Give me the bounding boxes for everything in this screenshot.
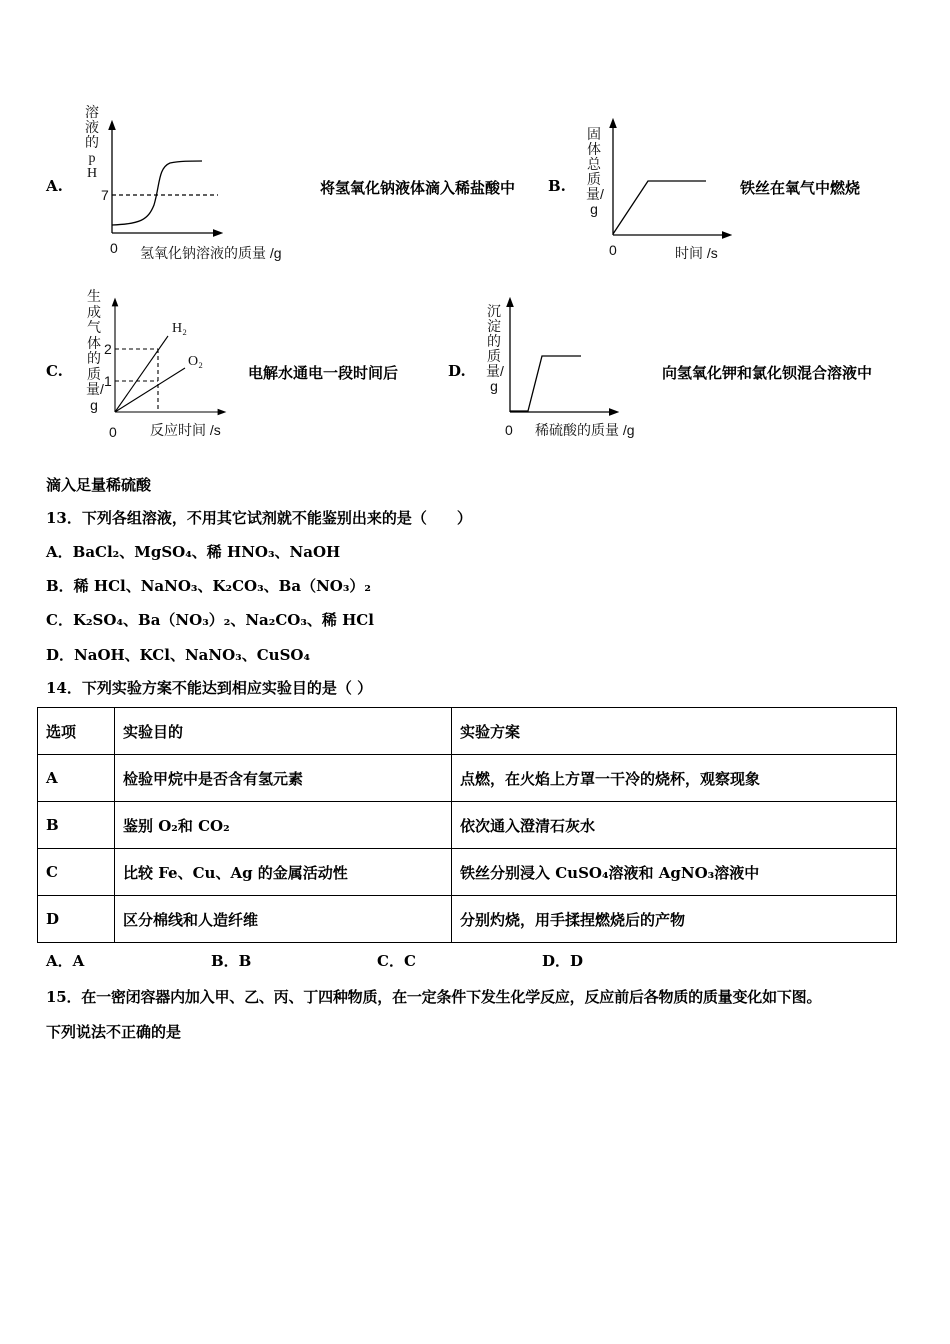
table-cell: 点燃，在火焰上方罩一干冷的烧杯，观察现象 — [452, 755, 897, 802]
table-cell: B — [38, 802, 115, 849]
q14-answer-a: A．A — [46, 952, 85, 970]
table-header: 实验目的 — [115, 708, 452, 755]
table-row — [38, 896, 897, 943]
table-row — [38, 802, 897, 849]
table-cell: A — [38, 755, 115, 802]
graph-d — [510, 302, 614, 412]
graph-c-o2-label: O₂ — [188, 354, 203, 369]
q14-answer-d: D．D — [542, 952, 584, 970]
option-c-description: 电解水通电一段时间后 — [248, 364, 399, 382]
option-d-letter: D. — [448, 362, 466, 380]
q14-answer-c: C．C — [377, 952, 416, 970]
q14-table — [37, 707, 897, 943]
option-b-description: 铁丝在氧气中燃烧 — [740, 179, 861, 197]
graph-c-h2-label: H₂ — [172, 321, 187, 336]
graph-d-xlabel: 稀硫酸的质量 /g — [535, 422, 635, 438]
q14-answer-b: B．B — [211, 952, 252, 970]
q13-option-a: A．BaCl₂、MgSO₄、稀 HNO₃、NaOH — [46, 543, 341, 561]
table-cell: 依次通入澄清石灰水 — [452, 802, 897, 849]
graph-c-origin: 0 — [109, 424, 117, 440]
table-cell: 鉴别 O₂和 CO₂ — [115, 802, 452, 849]
table-header: 实验方案 — [452, 708, 897, 755]
graph-a-xlabel: 氢氧化钠溶液的质量 /g — [140, 245, 282, 261]
option-b-letter: B. — [548, 177, 566, 195]
table-cell: 分别灼烧，用手揉捏燃烧后的产物 — [452, 896, 897, 943]
option-c-letter: C. — [46, 362, 63, 380]
q15-stem-line2: 下列说法不正确的是 — [46, 1023, 182, 1041]
q15-stem-line1: 15．在一密闭容器内加入甲、乙、丙、丁四种物质，在一定条件下发生化学反应，反应前后各物质的质量变化如下图。 — [46, 988, 822, 1006]
graphs-drawing — [0, 0, 950, 460]
graph-b-xlabel: 时间 /s — [675, 245, 718, 261]
q13-stem: 13．下列各组溶液，不用其它试剂就不能鉴别出来的是（ ） — [46, 509, 472, 527]
q13-option-b: B．稀 HCl、NaNO₃、K₂CO₃、Ba（NO₃）₂ — [46, 577, 371, 595]
q13-option-c: C．K₂SO₄、Ba（NO₃）₂、Na₂CO₃、稀 HCl — [46, 611, 374, 629]
table-cell: D — [38, 896, 115, 943]
table-cell: 区分棉线和人造纤维 — [115, 896, 452, 943]
graph-a-tick-7: 7 — [101, 187, 109, 203]
table-row — [38, 849, 897, 896]
table-cell: 检验甲烷中是否含有氢元素 — [115, 755, 452, 802]
option-a-description: 将氢氧化钠液体滴入稀盐酸中 — [320, 179, 516, 197]
graph-d-ylabel: 沉淀的质量/g — [486, 303, 504, 394]
q12-continuation: 滴入足量稀硫酸 — [46, 476, 152, 494]
graph-b-origin: 0 — [609, 242, 617, 258]
table-cell: 比较 Fe、Cu、Ag 的金属活动性 — [115, 849, 452, 896]
graph-a — [112, 125, 218, 233]
table-row — [38, 755, 897, 802]
graph-c-tick-2: 2 — [104, 341, 112, 357]
table-header-row — [38, 708, 897, 755]
graph-c-xlabel: 反应时间 /s — [150, 422, 221, 438]
graph-b — [613, 123, 727, 235]
q14-stem: 14．下列实验方案不能达到相应实验目的是（ ） — [46, 679, 373, 697]
graph-d-origin: 0 — [505, 422, 513, 438]
q13-option-d: D．NaOH、KCl、NaNO₃、CuSO₄ — [46, 646, 311, 664]
graph-b-ylabel: 固体总质量/g — [586, 126, 604, 217]
option-a-letter: A. — [46, 177, 63, 195]
graph-c — [115, 302, 222, 412]
table-cell: C — [38, 849, 115, 896]
graph-a-origin: 0 — [110, 240, 118, 256]
table-cell: 铁丝分别浸入 CuSO₄溶液和 AgNO₃溶液中 — [452, 849, 897, 896]
graph-c-tick-1: 1 — [104, 373, 112, 389]
graph-a-ylabel: 溶液的pH — [85, 106, 99, 181]
table-header: 选项 — [38, 708, 115, 755]
option-d-description: 向氢氧化钾和氯化钡混合溶液中 — [662, 364, 873, 382]
graph-c-ylabel: 生成气体的质量/g — [86, 288, 104, 413]
